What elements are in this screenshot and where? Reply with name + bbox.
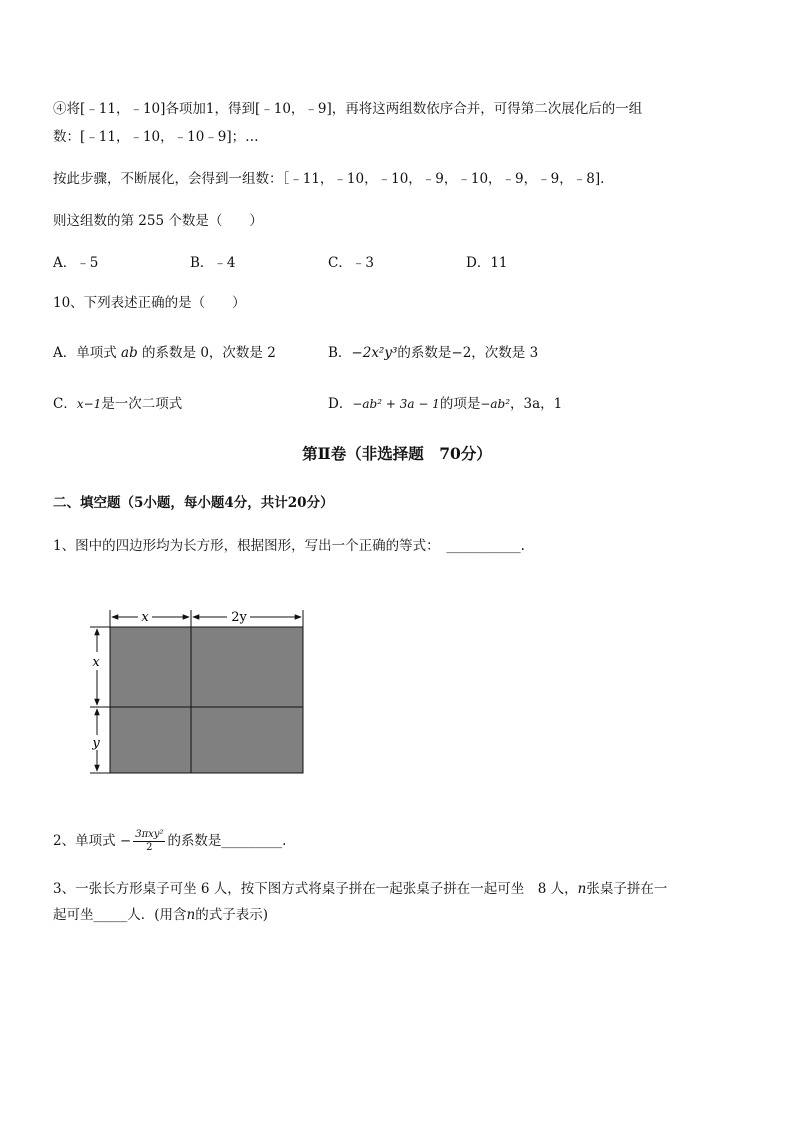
fill-q3-line-1 [53,880,667,898]
q10-option-a-var: ab [121,345,138,361]
q9-option-d: D．11 [466,255,508,271]
q9-question: 则这组数的第 255 个数是（ ） [53,213,263,229]
q9-text-line-3: 按此步骤，不断展化，会得到一组数：［﹣11，﹣10，﹣10，﹣9，﹣10，﹣9，﹣9，﹣8]. [53,171,605,187]
q9-text-line-2: 数：[﹣11，﹣10，﹣10﹣9]；… [53,129,259,145]
q9-option-b: B．﹣4 [190,255,236,271]
fill-q2-suffix: 的系数是_________. [167,833,287,849]
fill-q3-line-2 [53,906,268,924]
fill-q2-denominator: 2 [146,842,153,853]
q10-option-a-prefix: A．单项式 [53,345,117,361]
q10-option-b-suffix: 的系数是−2，次数是 3 [397,345,539,361]
figure-rectangle-fill [110,627,303,773]
section-title: 第Ⅱ卷（非选择题 70分） [302,444,492,463]
q10-option-a-suffix: 的系数是 0，次数是 2 [142,345,276,361]
q10-option-d-expr2: −ab² [480,397,511,411]
q10-option-d-expr: −ab² + 3a − 1 [352,397,440,411]
fill-q3-line-1-b: 张桌子拼在一 [586,881,668,897]
part2-heading: 二、填空题（5小题，每小题4分，共计20分） [53,495,334,511]
label-x-top: x [141,610,149,625]
q10-option-c-prefix: C． [53,396,77,412]
fill-q1: 1、图中的四边形均为长方形，根据图形，写出一个正确的等式： ___________. [53,538,525,554]
fill-q2 [53,829,286,854]
q10-option-c-suffix: 是一次二项式 [101,396,183,412]
label-x-left: x [92,655,100,670]
q10-option-b-prefix: B． [328,345,352,361]
q10-option-d-mid: 的项是 [439,396,481,412]
label-y-left: y [92,736,100,751]
q10-option-d-prefix: D． [328,396,353,412]
fill-q3-line-2-b: 的式子表示) [195,907,269,923]
fill-q2-prefix: 2、单项式 − [53,833,132,849]
fill-q2-fraction [133,829,165,854]
q10-option-b-expr: −2x²y³ [351,345,398,361]
q10-option-d-suffix: ，3a，1 [510,396,563,412]
q9-text-line-1: ④将[﹣11，﹣10]各项加1，得到[﹣10，﹣9]，再将这两组数依序合并，可得第二次展化后的一组 [53,101,643,117]
q10-stem: 10、下列表述正确的是（ ） [53,295,246,311]
fill-q3-line-2-var: n [186,907,196,923]
fill-q3-line-2-a: 起可坐_____人．(用含 [53,907,187,923]
q9-option-c: C．﹣3 [328,255,374,271]
fill-q2-numerator: 3πxy² [135,829,164,840]
fill-q3-line-1-a: 3、一张长方形桌子可坐 6 人，按下图方式将桌子拼在一起张桌子拼在一起可坐 8 人， [53,881,578,897]
q10-option-c-expr: x−1 [76,397,102,411]
q9-option-a: A．﹣5 [53,255,99,271]
fill-q3-line-1-var: n [577,881,587,897]
label-2y-top: 2y [231,610,247,625]
